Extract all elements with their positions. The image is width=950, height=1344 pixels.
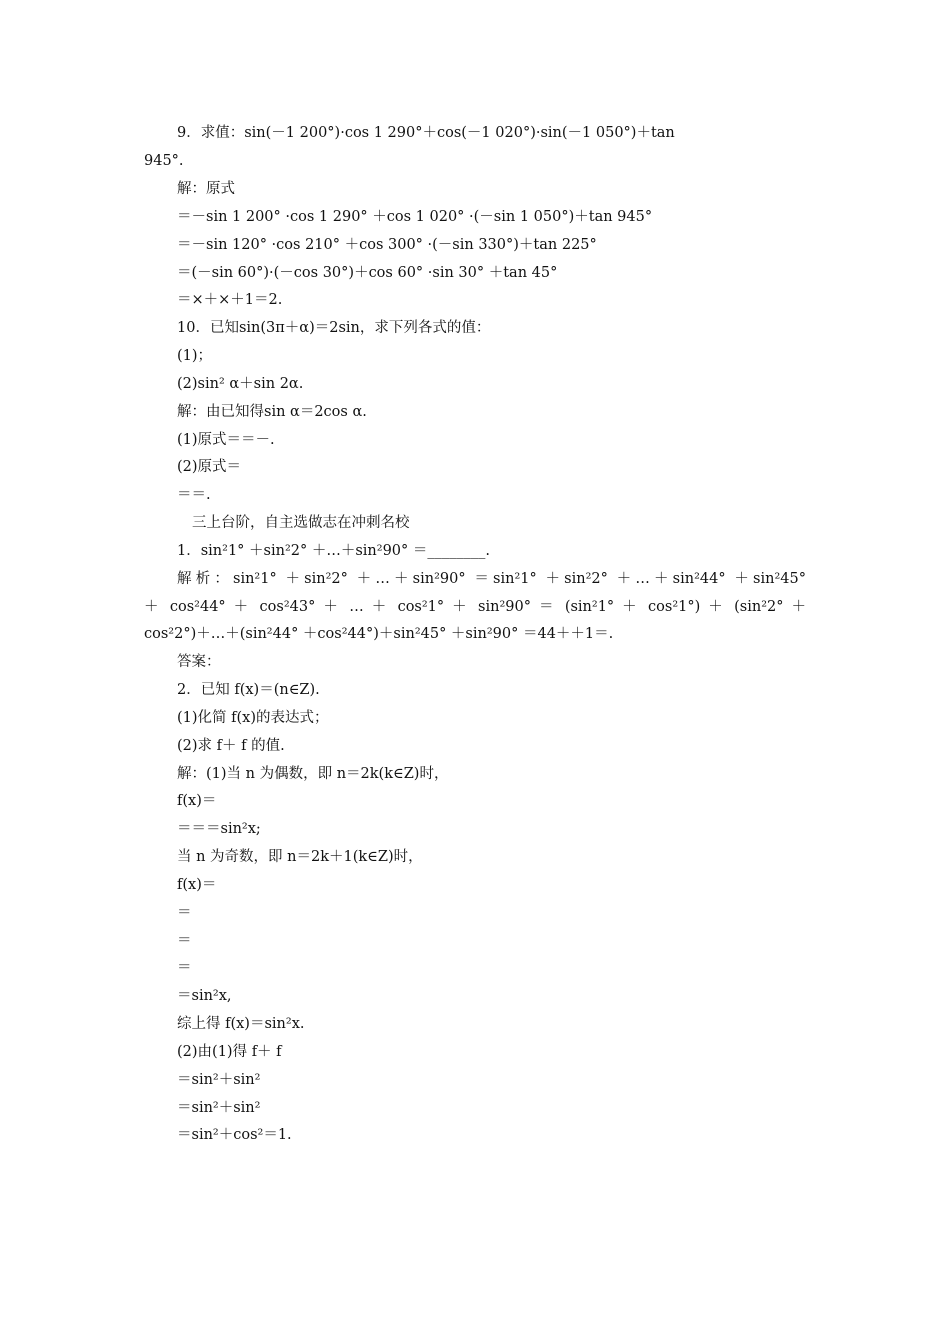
solution-step: ＝	[177, 933, 192, 949]
problem-10-part-2: (2)sin² α＋sin 2α.	[177, 376, 304, 392]
solution-step: ＝sin²x,	[177, 988, 232, 1004]
problem-2-part-2: (2)求 f＋ f 的值.	[177, 738, 285, 754]
solution-step: 当 n 为奇数，即 n＝2k＋1(k∈Z)时，	[177, 849, 423, 865]
solution-step: 综上得 f(x)＝sin²x.	[177, 1016, 305, 1032]
solution-step: ＝＝＝sin²x;	[177, 821, 261, 837]
solution-step: ＝	[177, 905, 192, 921]
solution-step: f(x)＝	[177, 793, 217, 809]
solution-step: ＝	[177, 960, 192, 976]
solution-step: ＝×＋×＋1＝2.	[177, 292, 283, 308]
solution-label: 解：由已知得sin α＝2cos α.	[177, 404, 367, 420]
problem-1-statement: 1．sin²1° ＋sin²2° ＋…＋sin²90° ＝________.	[177, 543, 491, 559]
section-heading: 三上台阶，自主选做志在冲刺名校	[192, 515, 410, 531]
solution-step: ＝－sin 1 200° ·cos 1 290° ＋cos 1 020° ·(－sin 1 050°)＋tan 945°	[177, 209, 653, 225]
analysis-line: 解析：sin²1° ＋sin²2° ＋…＋sin²90° ＝sin²1° ＋sin²2° ＋…＋sin²44° ＋sin²45°	[177, 571, 806, 587]
solution-step: (2)原式＝	[177, 459, 242, 475]
problem-10-statement: 10．已知sin(3π＋α)＝2sin，求下列各式的值：	[177, 320, 491, 336]
solution-label: 解：(1)当 n 为偶数，即 n＝2k(k∈Z)时，	[177, 766, 449, 782]
problem-2-statement: 2．已知 f(x)＝(n∈Z).	[177, 682, 320, 698]
solution-label: 解：原式	[177, 181, 235, 197]
solution-step: ＝－sin 120° ·cos 210° ＋cos 300° ·(－sin 330°)＋tan 225°	[177, 237, 597, 253]
problem-9-statement: 9．求值：sin(－1 200°)·cos 1 290°＋cos(－1 020°)·sin(－1 050°)＋tan	[177, 125, 675, 141]
analysis-line: ＋ cos²44° ＋ cos²43° ＋ … ＋ cos²1° ＋ sin²90° ＝ (sin²1° ＋ cos²1°) ＋ (sin²2° ＋	[144, 599, 806, 615]
problem-10-part-1: (1)；	[177, 348, 213, 364]
solution-step: f(x)＝	[177, 877, 217, 893]
problem-9-statement-cont: 945°.	[144, 153, 184, 169]
solution-step: ＝sin²＋sin²	[177, 1072, 261, 1088]
answer-label: 答案：	[177, 654, 221, 670]
solution-step: (2)由(1)得 f＋ f	[177, 1044, 282, 1060]
solution-step: ＝sin²＋sin²	[177, 1100, 261, 1116]
solution-step: ＝sin²＋cos²＝1.	[177, 1127, 292, 1143]
problem-2-part-1: (1)化简 f(x)的表达式；	[177, 710, 329, 726]
solution-step: ＝＝.	[177, 487, 211, 503]
solution-step: ＝(－sin 60°)·(－cos 30°)＋cos 60° ·sin 30° ＋tan 45°	[177, 265, 558, 281]
analysis-line: cos²2°)＋…＋(sin²44° ＋cos²44°)＋sin²45° ＋sin²90° ＝44＋＋1＝.	[144, 626, 614, 642]
solution-step: (1)原式＝＝－.	[177, 432, 275, 448]
